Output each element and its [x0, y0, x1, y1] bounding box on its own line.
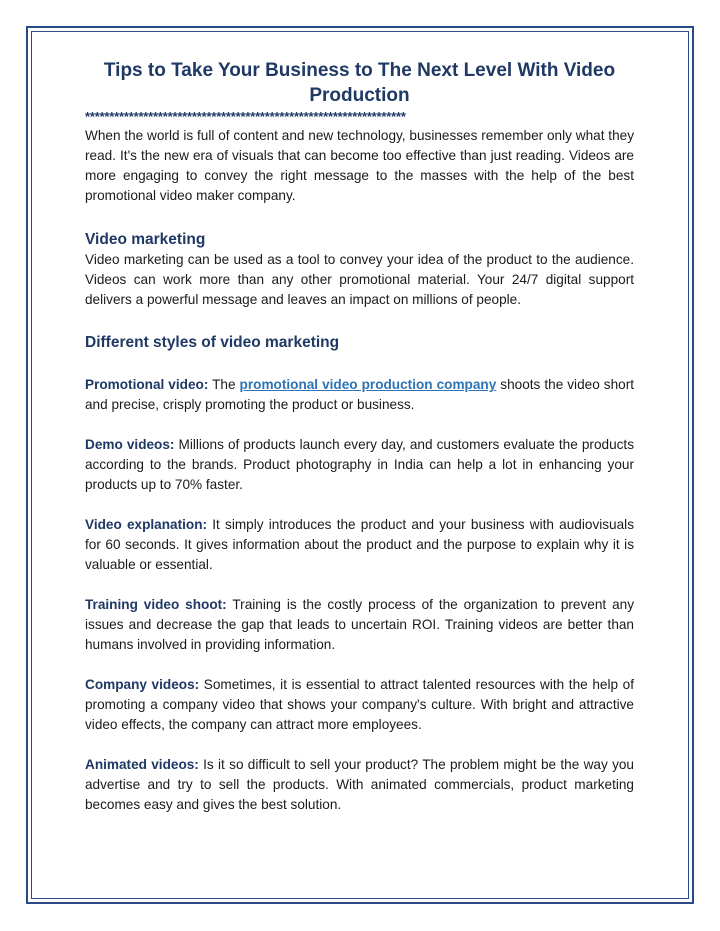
promotional-video-item [85, 375, 634, 415]
training-video-item [85, 595, 634, 655]
company-videos-text: Sometimes, it is essential to attract talented resources with the help of promoting a company video that shows your company's culture. With bright and attractive video effects, the company can attract more employees. [85, 677, 634, 732]
demo-videos-item [85, 435, 634, 495]
promotional-video-text-before: The [208, 377, 240, 392]
intro-paragraph: When the world is full of content and new technology, businesses remember only what they read. It's the new era of visuals that can become too effective than just reading. Videos are more engaging to convey the right message to the masses with the help of the best promotional video maker company. [85, 128, 634, 203]
demo-videos-text: Millions of products launch every day, and customers evaluate the products according to the brands. Product photography in India can help a lot in enhancing your products up to 70% faster. [85, 437, 634, 492]
document-body [85, 58, 634, 815]
training-video-text: Training is the costly process of the organization to prevent any issues and decrease the gap that leads to uncertain ROI. Training videos are better than humans involved in providing information. [85, 597, 635, 652]
promotional-video-link[interactable]: promotional video production company [239, 377, 497, 392]
video-explanation-text: It simply introduces the product and your business with audiovisuals for 60 seconds. It gives information about the product and the purpose to explain why it is valuable or essential. [85, 517, 634, 572]
video-explanation-term: Video explanation: [85, 517, 208, 532]
animated-videos-item [85, 755, 634, 815]
separator-line: ****************************************************************** [85, 109, 406, 124]
video-marketing-heading: Video marketing [85, 231, 206, 248]
video-explanation-item [85, 515, 634, 575]
demo-videos-term: Demo videos: [85, 437, 175, 452]
company-videos-term: Company videos: [85, 677, 200, 692]
styles-heading: Different styles of video marketing [85, 334, 340, 351]
video-marketing-paragraph: Video marketing can be used as a tool to convey your idea of the product to the audience. Videos can work more than any other promotional material. Your 24/7 digital support delivers a powerful message and leaves an impact on millions of people. [85, 252, 634, 307]
animated-videos-text: Is it so difficult to sell your product? The problem might be the way you advertise and try to sell the products. With animated commercials, product marketing becomes easy and gives the best solution. [85, 757, 634, 812]
promotional-video-text-after: shoots the video short and precise, crisply promoting the product or business. [85, 377, 634, 412]
training-video-term: Training video shoot: [85, 597, 227, 612]
document-title: Tips to Take Your Business to The Next Level With Video Production [103, 60, 616, 106]
animated-videos-term: Animated videos: [85, 757, 199, 772]
promotional-video-term: Promotional video: [85, 377, 209, 392]
company-videos-item [85, 675, 634, 735]
